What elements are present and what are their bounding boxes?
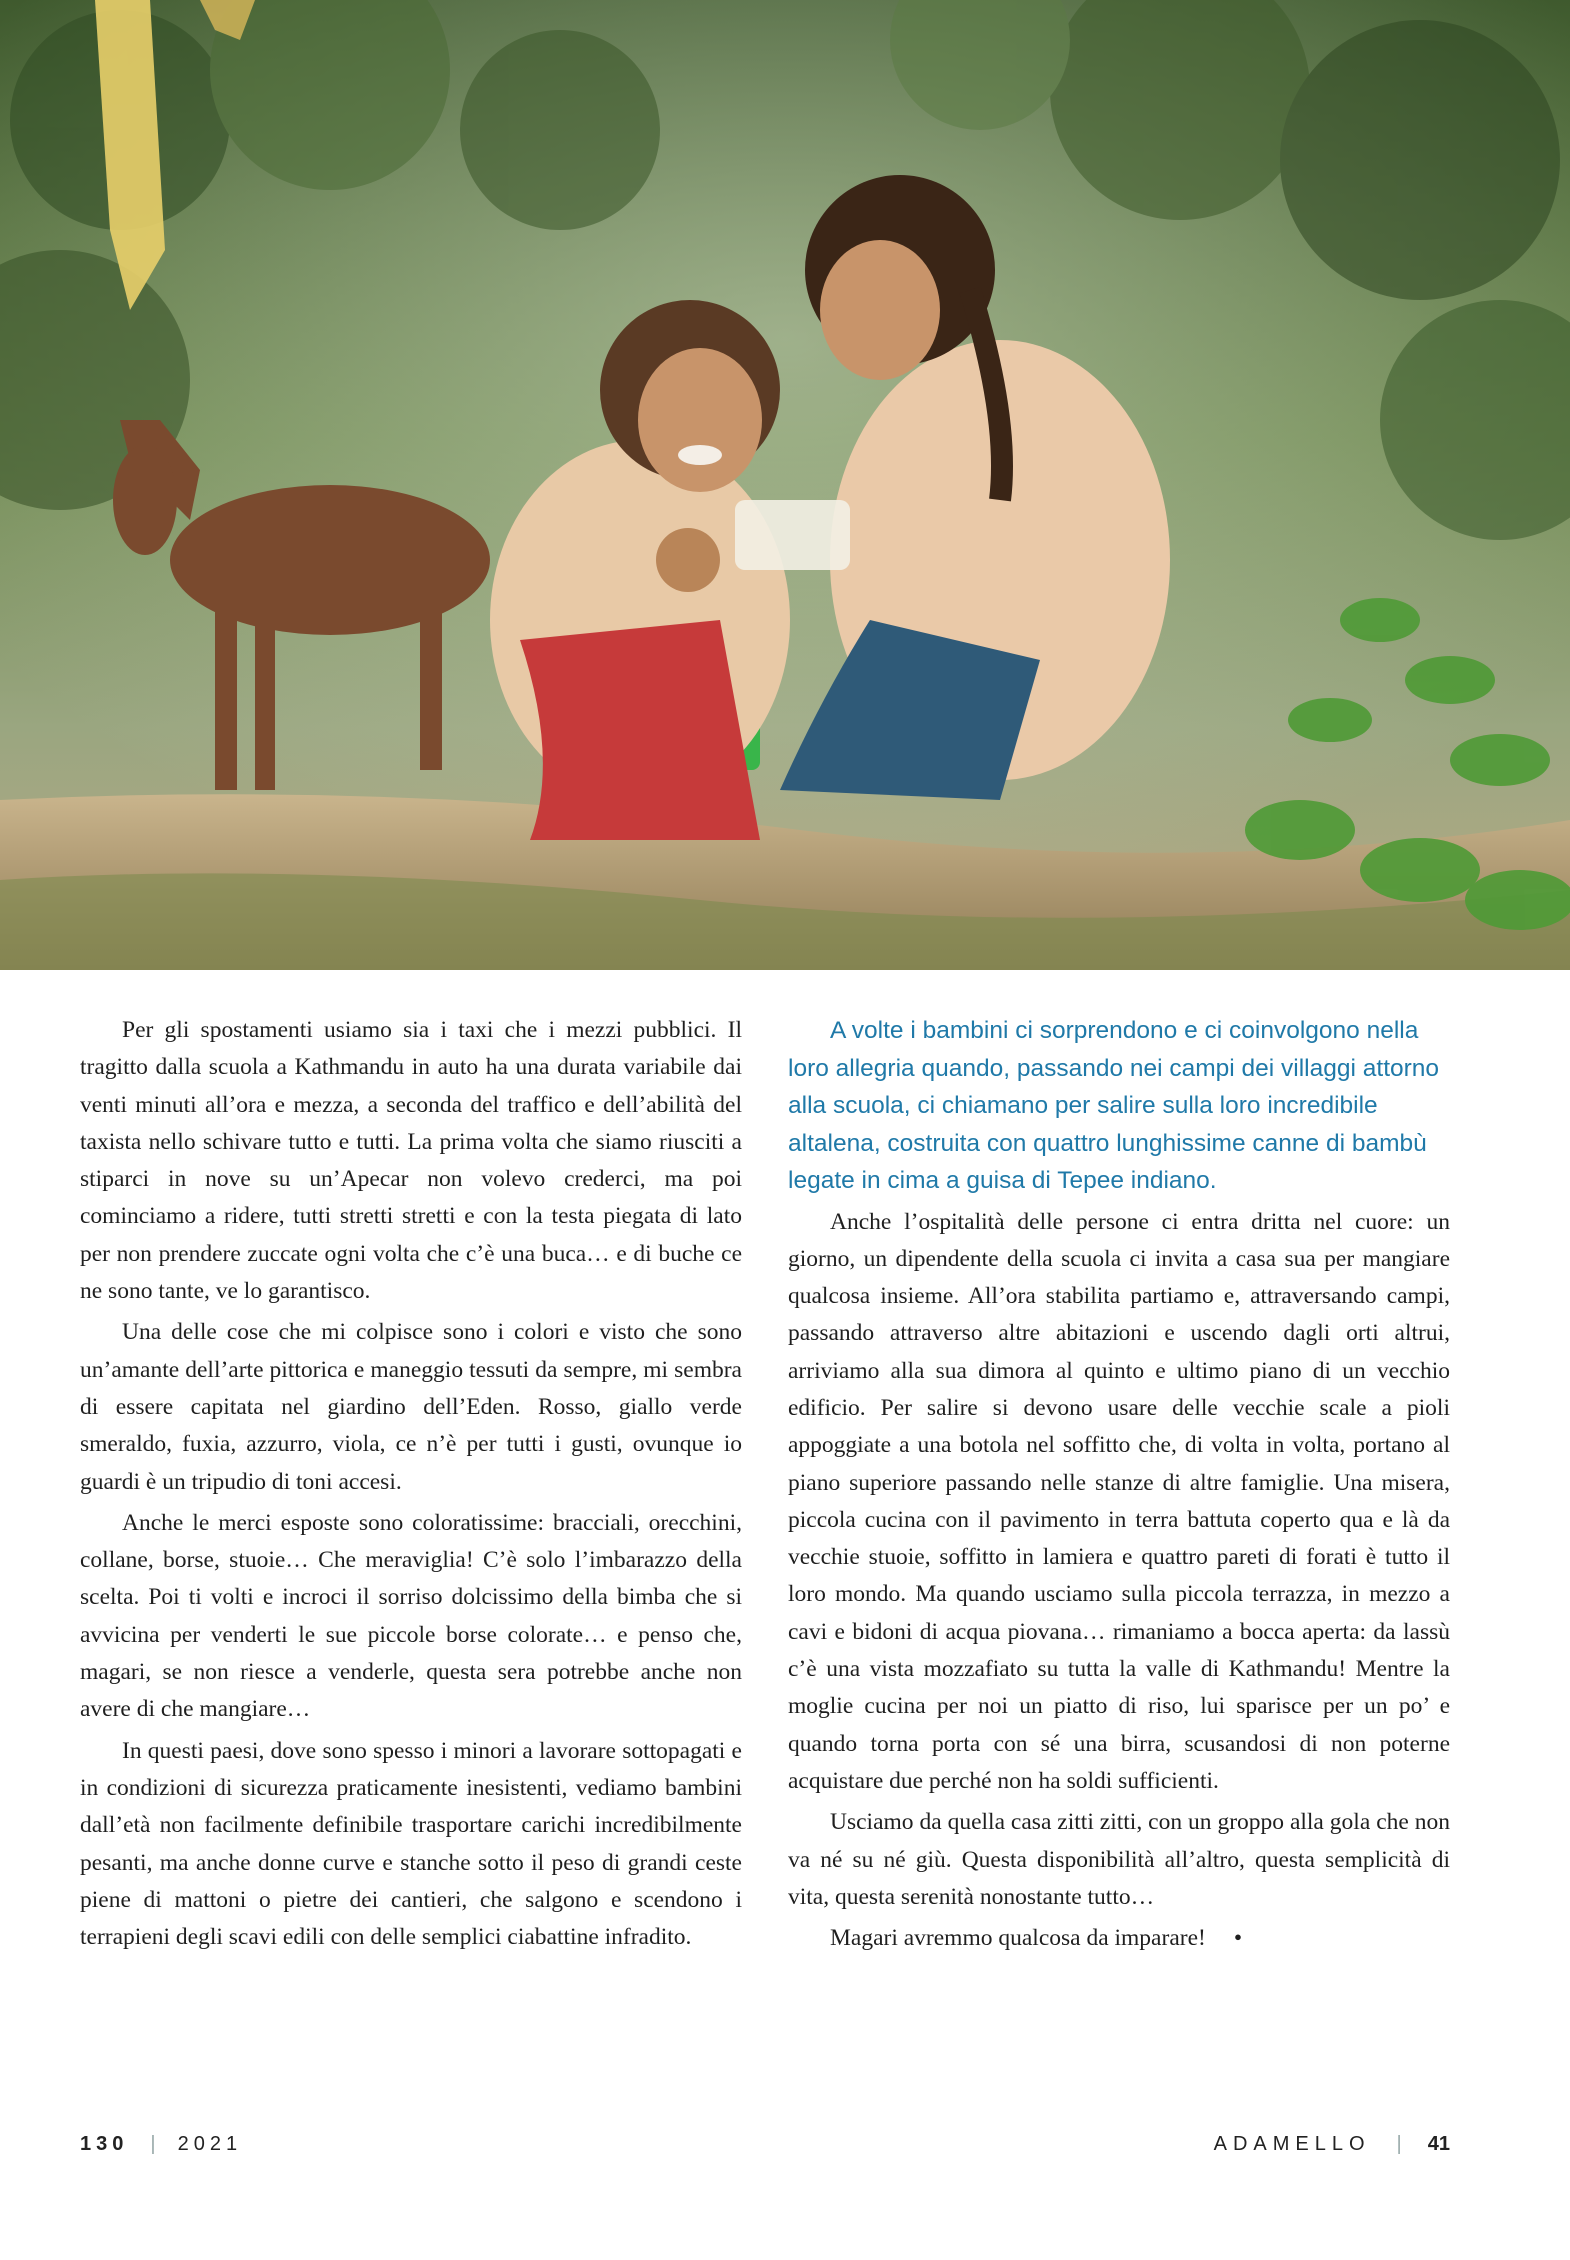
pull-quote: A volte i bambini ci sorprendono e ci coinvolgono nella loro allegria quando, passando nei campi dei villaggi attorno alla scuola, ci chiamano per salire sulla loro incredibile altalena, costruita con quattro lunghissime canne di bambù legate in cima a guisa di Tepee indiano.	[788, 1017, 1440, 1194]
body-paragraph: Anche le merci esposte sono coloratissime: bracciali, orecchini, collane, borse, stuoie… Che meraviglia! C’è solo l’imbarazzo della scelta. Poi ti volti e incroci il sorriso dolcissimo della bimba che si avvicina per venderti le sue piccole borse colorate… e penso che, magari, se non riesce a venderle, questa sera potrebbe anche non avere di che mangiare…	[80, 1509, 742, 1723]
body-paragraph: Una delle cose che mi colpisce sono i colori e visto che sono un’amante dell’arte pittorica e maneggio tessuti da sempre, mi sembra di essere capitata nel giardino dell’Eden. Rosso, giallo verde smeraldo, fuxia, azzurro, viola, ce n’è per tutti i gusti, ovunque io guardi è un tripudio di toni accesi.	[80, 1319, 742, 1495]
page-number: 41	[1427, 2133, 1450, 2155]
closing-text: Magari avremmo qualcosa da imparare!	[830, 1925, 1206, 1952]
closing-paragraph	[788, 1920, 1450, 1957]
footer-magazine-info	[1214, 2133, 1450, 2156]
issue-number: 130	[80, 2133, 129, 2155]
body-paragraph: Per gli spostamenti usiamo sia i taxi che i mezzi pubblici. Il tragitto dalla scuola a Kathmandu in auto ha una durata variabile dai venti minuti all’ora e mezza, a seconda del traffico e dell’abilità del taxista nello schivare tutto e tutti. La prima volta che siamo riusciti a stiparci in nove su un’Apecar non volevo crederci, ma poi cominciamo a ridere, tutti stretti stretti e con la testa piegata di lato per non prendere zuccate ogni volta che c’è una buca… e di buche ce ne sono tante, ve lo garantisco.	[80, 1017, 742, 1305]
right-column	[788, 1012, 1450, 1961]
body-paragraph: Usciamo da quella casa zitti zitti, con un groppo alla gola che non va né su né giù. Questa disponibilità all’altro, questa semplicità di vita, questa serenità nonostante tutto…	[788, 1809, 1450, 1910]
left-column	[80, 1012, 742, 1960]
footer-issue-info	[80, 2133, 242, 2156]
magazine-name: ADAMELLO	[1213, 2133, 1371, 2155]
body-paragraph: Anche l’ospitalità delle persone ci entra dritta nel cuore: un giorno, un dipendente della scuola ci invita a casa sua per mangiare qualcosa insieme. All’ora stabilita partiamo e, attraversando campi, passando attraverso altre abitazioni e uscendo dagli orti altrui, arriviamo alla sua dimora al quinto e ultimo piano di un vecchio edificio. Per salire si devono usare delle vecchie scale a pioli appoggiate a una botola nel soffitto che, di volta in volta, portano al piano superiore passando nelle stanze di altre famiglie. Una misera, piccola cucina con il pavimento in terra battuta coperto qua e là da vecchie stuoie, soffitto in lamiera e quattro pareti di forati è tutto il loro mondo. Ma quando usciamo sulla piccola terrazza, in mezzo a cavi e bidoni di acqua piovana… rimaniamo a bocca aperta: da lassù c’è una vista mozzafiato su tutta la valle di Kathmandu! Mentre la moglie cucina per noi un piatto di riso, lui sparisce per un po’ e quando torna porta con sé una birra, scusandosi di non poterne acquistare due perché non ha soldi sufficienti.	[788, 1208, 1450, 1794]
footer-separator: |	[150, 2133, 156, 2155]
footer-separator: |	[1396, 2133, 1402, 2155]
end-mark-icon: •	[1233, 1925, 1243, 1952]
body-paragraph: In questi paesi, dove sono spesso i minori a lavorare sottopagati e in condizioni di sicurezza praticamente inesistenti, vediamo bambini dall’età non facilmente definibile trasportare carichi incredibilmente pesanti, ma anche donne curve e stanche sotto il peso di grandi ceste piene di mattoni o pietre dei cantieri, che salgono e scendono i terrapieni degli scavi edili con delle semplici ciabattine infradito.	[80, 1737, 742, 1951]
photo-illustration	[0, 0, 1570, 970]
page-footer	[80, 2125, 1450, 2165]
issue-year: 2021	[177, 2133, 243, 2155]
hero-photo	[0, 0, 1570, 970]
